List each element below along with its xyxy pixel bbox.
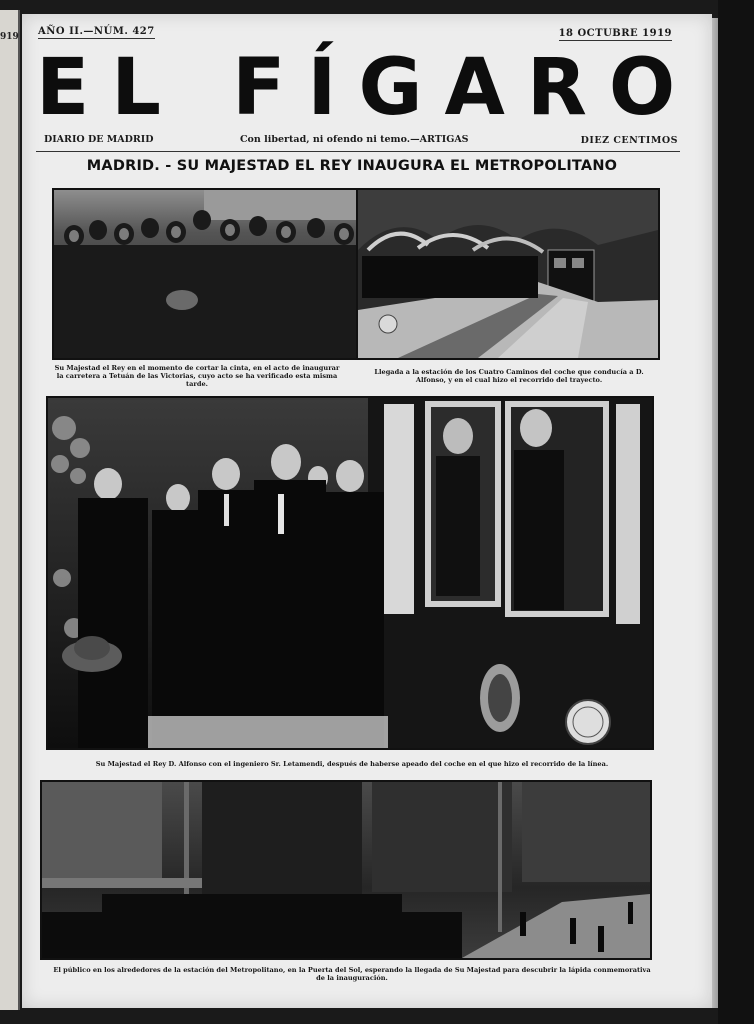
photo-ribbon-cutting <box>52 188 360 360</box>
scanner-background <box>718 0 754 1024</box>
masthead-title: EL FÍGARO <box>36 43 698 133</box>
issue-number: AÑO II.—NÚM. 427 <box>38 26 155 37</box>
masthead-subline <box>38 134 678 150</box>
caption-station-arrival: Llegada a la estación de los Cuatro Caminos del coche que conducía a D. Alfonso, y en el cual hizo el recorrido del trayecto. <box>374 368 644 384</box>
photo-station-arrival-image <box>358 190 658 358</box>
motto: Con libertad, ni ofendo ni temo.—ARTIGAS <box>240 134 469 145</box>
masthead-rule <box>36 151 680 152</box>
photo-station-arrival <box>356 188 660 360</box>
caption-ribbon-cutting: Su Majestad el Rey en el momento de cortar la cinta, en el acto de inaugurar la carretera a Tetuán de las Victorias, cuyo acto se ha verificado esta misma tarde. <box>54 364 340 388</box>
adjacent-page-text: 919 <box>0 32 19 42</box>
photo-king-with-engineer <box>46 396 654 750</box>
photo-ribbon-cutting-image <box>54 190 358 358</box>
page-headline: MADRID. - SU MAJESTAD EL REY INAUGURA EL METROPOLITANO <box>86 158 618 174</box>
caption-king-with-engineer: Su Majestad el Rey D. Alfonso con el ingeniero Sr. Letamendi, después de haberse apeado del coche en el que hizo el recorrido de la línea. <box>95 760 609 768</box>
tagline: DIARIO DE MADRID <box>44 134 154 145</box>
caption-puerta-del-sol: El público en los alrededores de la estación del Metropolitano, en la Puerta del Sol, esperando la llegada de Su Majestad para descubrir la lápida conmemorativa de la inauguración. <box>53 966 651 982</box>
issue-date: 18 OCTUBRE 1919 <box>558 28 672 39</box>
adjacent-page-edge <box>0 10 20 1010</box>
photo-puerta-del-sol-image <box>42 782 650 958</box>
price: DIEZ CENTIMOS <box>580 135 678 146</box>
photo-king-with-engineer-image <box>48 398 652 748</box>
photo-puerta-del-sol <box>40 780 652 960</box>
newspaper-page <box>22 14 712 1008</box>
